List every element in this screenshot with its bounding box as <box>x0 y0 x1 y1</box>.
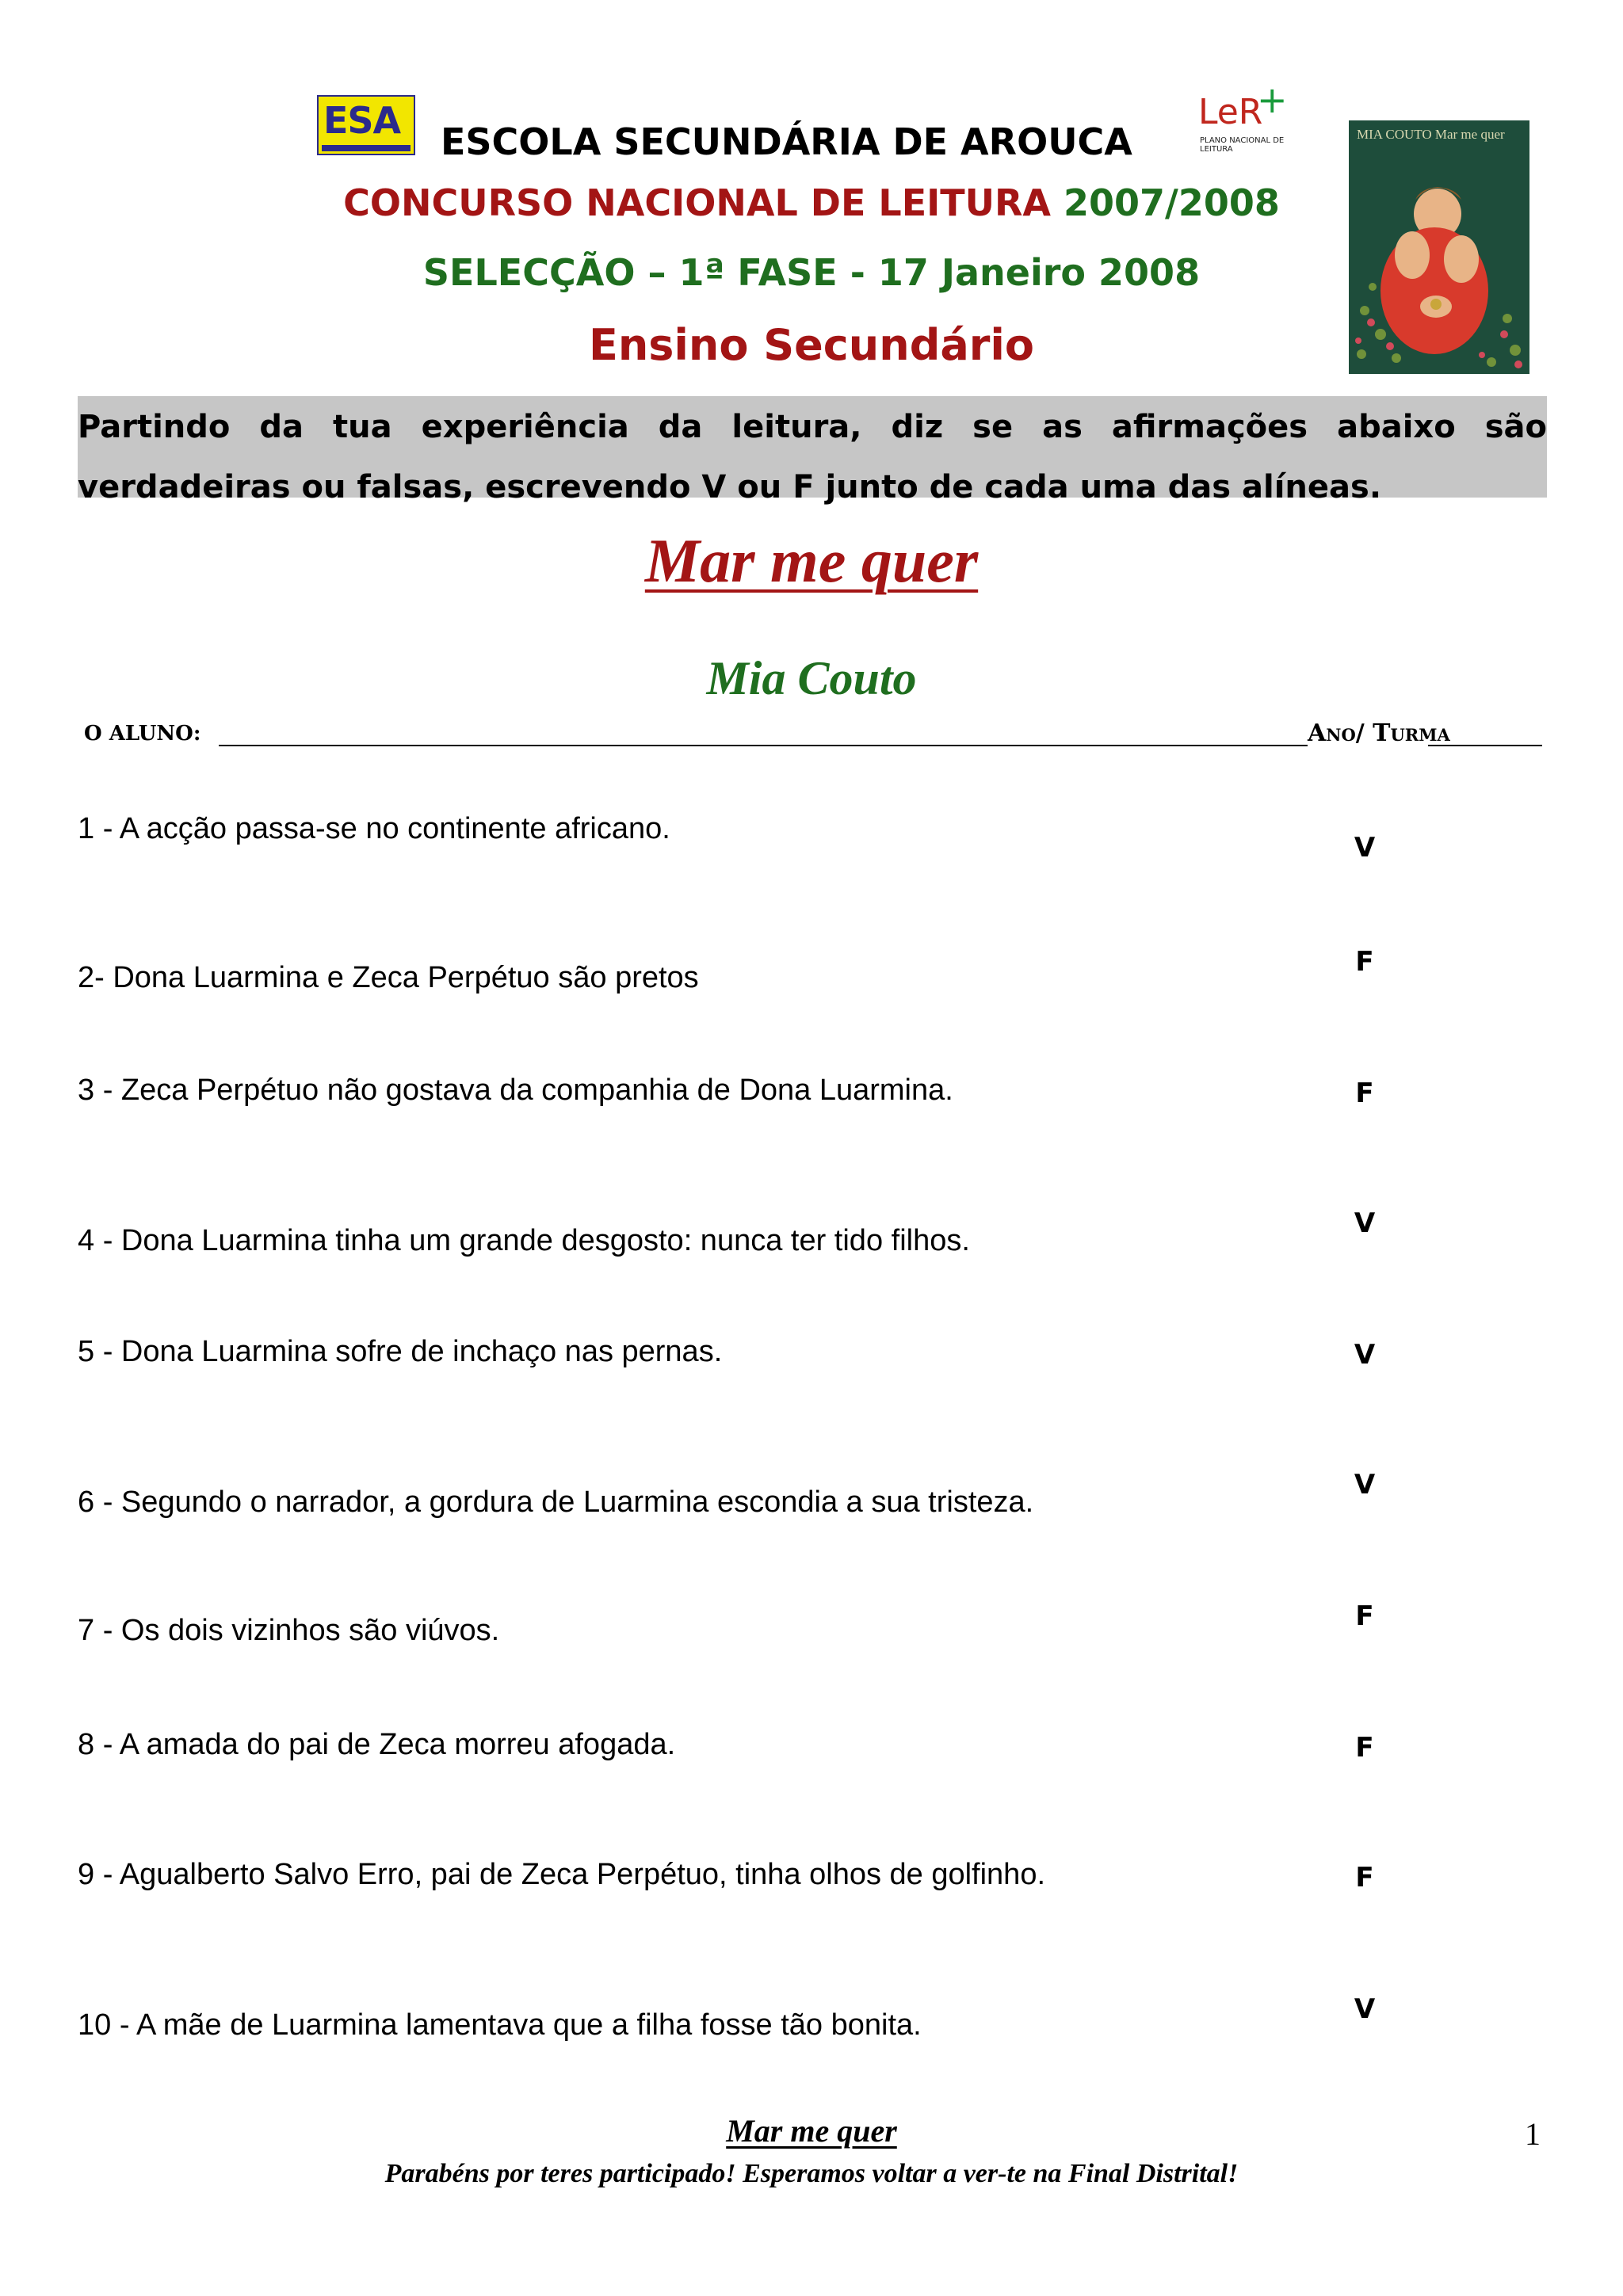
answer-1: V <box>1354 832 1376 864</box>
class-field[interactable] <box>1428 745 1542 746</box>
student-info-row <box>84 718 1542 749</box>
book-title: Mar me quer <box>644 526 979 595</box>
answer-7: F <box>1355 1600 1374 1632</box>
answer-5: V <box>1354 1339 1376 1371</box>
question-5: 5 - Dona Luarmina sofre de inchaço nas pernas. <box>78 1335 723 1368</box>
book-cover-text: MIA COUTO Mar me quer <box>1357 127 1505 142</box>
instruction-line-1: Partindo da tua experiência da leitura, diz se as afirmações abaixo são <box>78 409 1547 445</box>
book-author: Mia Couto <box>706 652 917 704</box>
footer-message: Parabéns por teres participado! Esperamos voltar a ver-te na Final Distrital! <box>384 2159 1239 2188</box>
question-4: 4 - Dona Luarmina tinha um grande desgosto: nunca ter tido filhos. <box>78 1224 970 1257</box>
esa-logo <box>317 95 415 155</box>
answer-4: V <box>1354 1207 1376 1239</box>
student-name-label: O ALUNO: <box>84 722 201 746</box>
ler-logo-word: LeR <box>1198 92 1263 132</box>
esa-logo-bar <box>322 145 411 151</box>
student-name-field[interactable] <box>219 745 1308 746</box>
school-name: ESCOLA SECUNDÁRIA DE AROUCA <box>441 120 1132 163</box>
answer-6: V <box>1354 1469 1376 1501</box>
question-9: 9 - Agualberto Salvo Erro, pai de Zeca Perpétuo, tinha olhos de golfinho. <box>78 1858 1046 1891</box>
level-heading: Ensino Secundário <box>588 320 1035 370</box>
question-3: 3 - Zeca Perpétuo não gostava da companhia de Dona Luarmina. <box>78 1074 953 1107</box>
answer-3: F <box>1355 1077 1374 1109</box>
instruction-line-2: verdadeiras ou falsas, escrevendo V ou F junto de cada uma das alíneas. <box>78 469 1382 505</box>
class-label: Ano/ Turma <box>1308 719 1450 747</box>
contest-name: CONCURSO NACIONAL DE LEITURA <box>343 181 1051 224</box>
question-7: 7 - Os dois vizinhos são viúvos. <box>78 1614 500 1647</box>
esa-logo-text: ESA <box>323 99 401 142</box>
question-10: 10 - A mãe de Luarmina lamentava que a filha fosse tão bonita. <box>78 2008 922 2042</box>
ler-logo-subtitle: PLANO NACIONAL DE LEITURA <box>1200 136 1285 154</box>
contest-year: 2007/2008 <box>1064 181 1280 224</box>
question-8: 8 - A amada do pai de Zeca morreu afogada. <box>78 1728 676 1761</box>
answer-2: F <box>1355 946 1374 978</box>
answer-9: F <box>1355 1862 1374 1894</box>
question-1: 1 - A acção passa-se no continente africano. <box>78 812 670 845</box>
ler-logo-plus: + <box>1257 78 1288 121</box>
question-2: 2- Dona Luarmina e Zeca Perpétuo são pretos <box>78 961 699 994</box>
answer-8: F <box>1355 1732 1374 1764</box>
ler-plano-nacional-logo <box>1198 78 1288 158</box>
answer-10: V <box>1354 1993 1376 2025</box>
question-6: 6 - Segundo o narrador, a gordura de Luarmina escondia a sua tristeza. <box>78 1486 1034 1519</box>
page-number: 1 <box>1525 2116 1541 2152</box>
selection-heading: SELECÇÃO – 1ª FASE - 17 Janeiro 2008 <box>422 251 1201 294</box>
instruction-box <box>78 396 1547 505</box>
book-cover-illustration <box>1349 120 1529 374</box>
book-cover-image <box>1349 120 1529 374</box>
footer-title: Mar me quer <box>726 2113 897 2149</box>
